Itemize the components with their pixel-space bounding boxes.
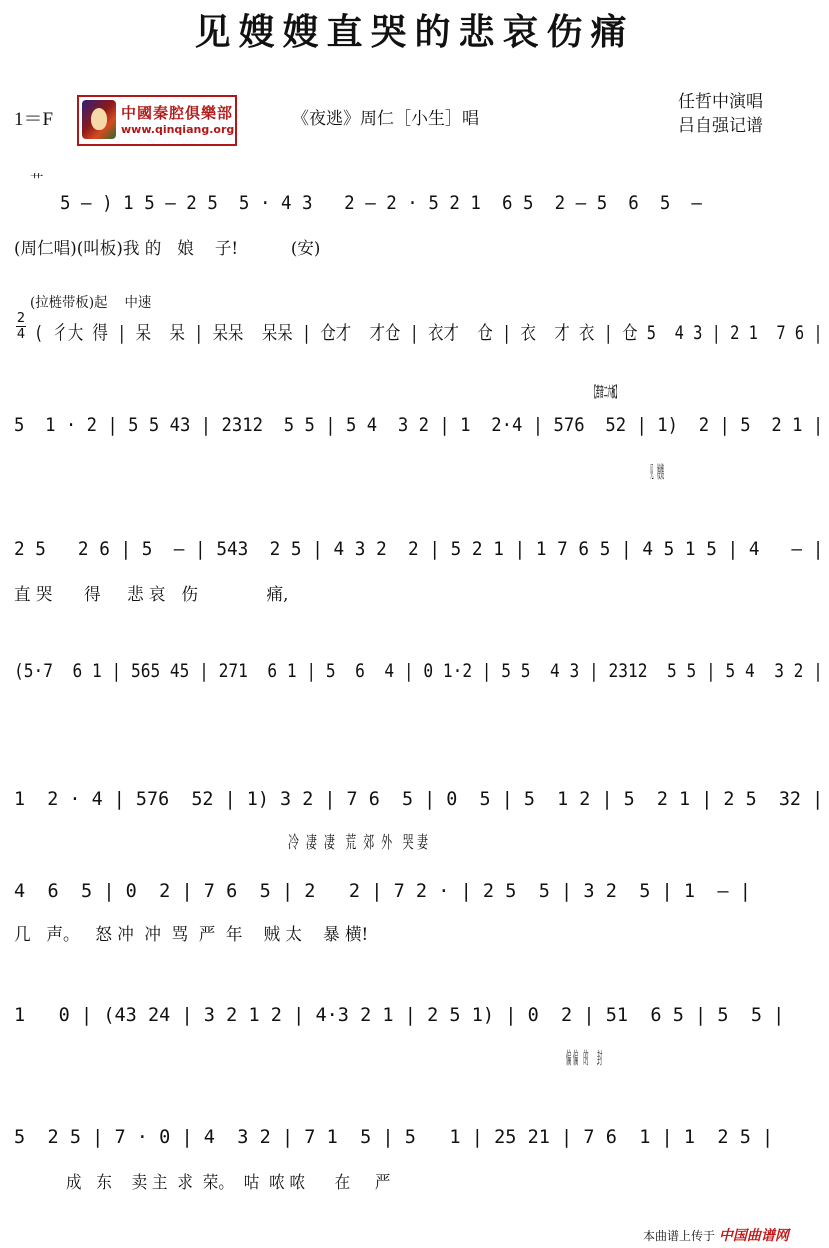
lyrics-row-6: 冷 凄 凄 荒 郊 外 哭 妻 xyxy=(288,833,429,853)
key-signature: 1＝F xyxy=(14,109,54,130)
time-signature xyxy=(16,312,26,341)
notation-row-3: 5 1 · 2 | 5 5 43 | 2312 5 5 | 5 4 3 2 | 1 2·4 | 576 52 | 1) 2 | 5 2 1 | xyxy=(14,414,824,436)
section-marking: 【苦音二六板】 xyxy=(592,385,620,401)
logo-name: 中國秦腔俱樂部 xyxy=(121,104,234,122)
time-signature-bottom: 4 xyxy=(16,327,26,342)
notation-row-9: 5 2 5 | 7 · 0 | 4 3 2 | 7 1 5 | 5 1 | 25 21 | 7 6 1 | 1 2 5 | xyxy=(14,1126,774,1148)
notation-row-5: (5·7 6 1 | 565 45 | 271 6 1 | 5 6 4 | 0 1·2 | 5 5 4 3 | 2312 5 5 | 5 4 3 2 | xyxy=(14,660,823,682)
credits xyxy=(678,90,763,138)
performer: 任哲中演唱 xyxy=(678,92,763,112)
lyrics-row-9: 成 东 卖 主 求 荣。 咕 哝 哝 在 严 xyxy=(66,1173,391,1193)
upload-credit-text: 本曲谱上传于 xyxy=(643,1229,716,1243)
tempo-marking: (拉梿带板)起 中速 xyxy=(30,295,152,311)
opera-source: 《夜逃》周仁［小生］唱 xyxy=(292,109,479,129)
notation-row-7: 4 6 5 | 0 2 | 7 6 5 | 2 2 | 7 2 · | 2 5 5 | 3 2 5 | 1 – | xyxy=(14,880,751,902)
logo-url[interactable]: www.qinqiang.org xyxy=(121,123,235,136)
free-meter-marker: 艹 xyxy=(30,173,44,189)
lyrics-row-7: 几 声。 怒 冲 冲 骂 严 年 贼 太 暴 横! xyxy=(14,925,369,945)
upload-credit[interactable] xyxy=(643,1225,789,1245)
notation-row-4: 2 5 2 6 | 5 – | 543 2 5 | 4 3 2 2 | 5 2 1 | 1 7 6 5 | 4 5 1 5 | 4 – | xyxy=(14,538,824,560)
opera-mask-icon xyxy=(82,100,116,139)
qinqiang-club-logo[interactable] xyxy=(77,95,237,146)
notation-row-6: 1 2 · 4 | 576 52 | 1) 3 2 | 7 6 5 | 0 5 | 5 1 2 | 5 2 1 | 2 5 32 | xyxy=(14,788,824,810)
lyrics-row-8: 偏 偏 的 封 xyxy=(566,1049,603,1069)
notation-row-1: 5 – ) 1 5 – 2 5 5 · 4 3 2 – 2 · 5 2 1 6 5 2 – 5 6 5 – xyxy=(60,192,702,214)
lyrics-row-4: 直 哭 得 悲 哀 伤 痛, xyxy=(14,585,289,605)
notation-row-2: ( 彳大 得 | 呆 呆 | 呆呆 呆呆 | 仓才 才仓 | 衣才 仓 | 衣 才 衣 | 仓 5 4 3 | 2 1 7 6 | xyxy=(34,322,823,344)
site-name[interactable]: 中国曲谱网 xyxy=(718,1228,789,1244)
song-title: 见嫂嫂直哭的悲哀伤痛 xyxy=(194,11,635,53)
lyrics-row-3: 见 嫂嫂 xyxy=(650,463,665,483)
time-signature-top: 2 xyxy=(16,311,26,326)
transcriber: 吕自强记谱 xyxy=(678,116,763,136)
notation-row-8: 1 0 | (43 24 | 3 2 1 2 | 4·3 2 1 | 2 5 1) | 0 2 | 51 6 5 | 5 5 | xyxy=(14,1004,785,1026)
lyrics-row-1: (周仁唱)(叫板)我 的 娘 子! (安) xyxy=(14,239,321,259)
